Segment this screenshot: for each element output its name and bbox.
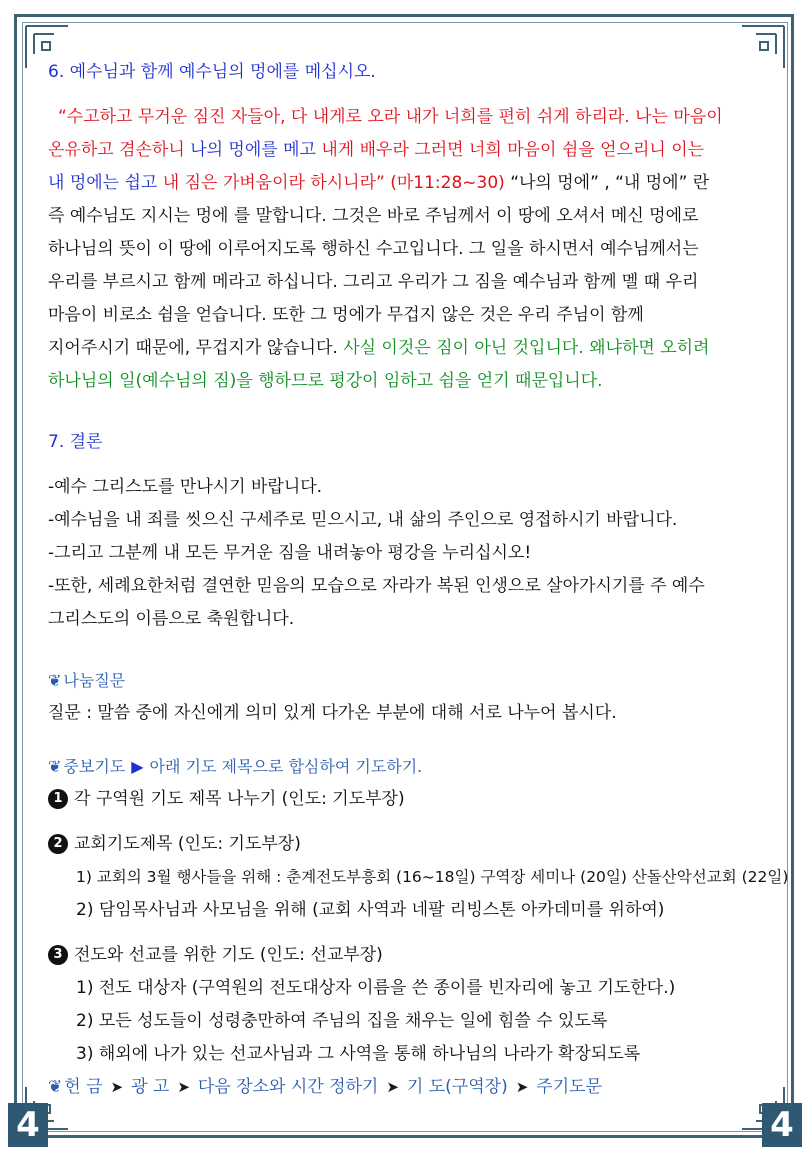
order-step: 헌 금 <box>64 1077 103 1097</box>
quote-fragment: 내게 배우라 그러면 너희 마음이 쉼을 얻으리니 이는 <box>321 140 705 160</box>
body-line: 하나님의 뜻이 이 땅에 이루어지도록 행하신 수고입니다. 그 일을 하시면서 예수님께서는 <box>48 239 699 259</box>
leaf-icon: ❦ <box>48 1077 63 1097</box>
section-6-heading: 6. 예수님과 함께 예수님의 멍에를 메십시오. <box>48 62 376 82</box>
body-fragment: “나의 멍에” , “내 멍에” 란 <box>510 173 710 193</box>
prayer-item <box>48 783 768 816</box>
prayer-subitem: 2) 담임목사님과 사모님을 위해 (교회 사역과 네팔 리빙스톤 아카데미를 위하여) <box>76 900 665 920</box>
sharing-title: 나눔질문 <box>63 671 126 690</box>
order-step: 광 고 <box>131 1077 170 1097</box>
prayer-item-text: 전도와 선교를 위한 기도 (인도: 선교부장) <box>74 945 383 965</box>
prayer-subitem: 2) 모든 성도들이 성령충만하여 주님의 집을 채우는 일에 힘쓸 수 있도록 <box>76 1011 608 1031</box>
order-step: 다음 장소와 시간 정하기 <box>197 1077 379 1097</box>
arrow-right-icon: ➤ <box>177 1078 190 1096</box>
meeting-order <box>48 1071 768 1104</box>
section-7-heading: 7. 결론 <box>48 432 103 452</box>
conclusion-line: -예수 그리스도를 만나시기 바랍니다. <box>48 477 323 497</box>
conclusion-line: -예수님을 내 죄를 씻으신 구세주로 믿으시고, 내 삶의 주인으로 영접하시기 바랍니다. <box>48 510 678 530</box>
prayer-item <box>48 828 768 861</box>
prayer-heading <box>48 750 768 783</box>
body-line: 마음이 비로소 쉼을 얻습니다. 또한 그 멍에가 무겁지 않은 것은 우리 주님이 함께 <box>48 305 644 325</box>
body-line: 하나님의 일(예수님의 짐)을 행하므로 평강이 임하고 쉼을 얻기 때문입니다. <box>48 371 603 391</box>
conclusion-line: -또한, 세례요한처럼 결연한 믿음의 모습으로 자라가 복된 인생으로 살아가시기를 주 예수 <box>48 576 705 596</box>
sharing-question: 질문 : 말씀 중에 자신에게 의미 있게 다가온 부분에 대해 서로 나누어 봅시다. <box>48 703 617 723</box>
prayer-title: 중보기도 <box>63 757 126 776</box>
sharing-heading <box>48 664 768 697</box>
conclusion-line: 그리스도의 이름으로 축원합니다. <box>48 609 295 629</box>
page-number: 4 <box>762 1103 802 1147</box>
quote-fragment: 나의 멍에를 메고 <box>190 140 322 160</box>
quote-line <box>48 167 768 200</box>
prayer-item-text: 각 구역원 기도 제목 나누기 (인도: 기도부장) <box>74 789 405 809</box>
quote-fragment: 내 멍에는 쉽고 <box>48 173 163 193</box>
prayer-item-text: 교회기도제목 (인도: 기도부장) <box>74 834 301 854</box>
leaf-icon: ❦ <box>48 671 62 690</box>
quote-line <box>48 134 768 167</box>
prayer-item <box>48 939 768 972</box>
prayer-subitem: 1) 전도 대상자 (구역원의 전도대상자 이름을 쓴 종이를 빈자리에 놓고 기도한다.) <box>76 978 676 998</box>
body-line: 즉 예수님도 지시는 멍에 를 말합니다. 그것은 바로 주님께서 이 땅에 오셔서 메신 멍에로 <box>48 206 699 226</box>
conclusion-line: -그리고 그분께 내 모든 무거운 짐을 내려놓아 평강을 누리십시오! <box>48 543 532 563</box>
prayer-subtitle: 아래 기도 제목으로 합심하여 기도하기. <box>149 757 423 776</box>
quote-fragment: 온유하고 겸손하니 <box>48 140 191 160</box>
number-bullet-icon: 1 <box>48 789 68 809</box>
quote-line: “수고하고 무거운 짐진 자들아, 다 내게로 오라 내가 너희를 편히 쉬게 하리라. 나는 마음이 <box>58 107 723 127</box>
document-body <box>48 56 789 1104</box>
quote-fragment: 내 짐은 가벼움이라 하시니라” (마11:28~30) <box>162 173 511 193</box>
order-step: 기 도(구역장) <box>406 1077 508 1097</box>
number-bullet-icon: 3 <box>48 945 68 965</box>
body-fragment: 지어주시기 때문에, 무겁지가 않습니다. <box>48 338 344 358</box>
prayer-subitem: 1) 교회의 3월 행사들을 위해 : 춘계전도부흥회 (16~18일) 구역장 세미나 (20일) 산돌산악선교회 (22일) <box>76 868 789 886</box>
number-bullet-icon: 2 <box>48 834 68 854</box>
arrow-right-icon: ➤ <box>515 1078 529 1096</box>
triangle-right-icon: ▶ <box>131 757 144 776</box>
leaf-icon: ❦ <box>48 757 62 776</box>
arrow-right-icon: ➤ <box>386 1078 399 1096</box>
page-number: 4 <box>8 1103 48 1147</box>
prayer-subitem: 3) 해외에 나가 있는 선교사님과 그 사역을 통해 하나님의 나라가 확장되도록 <box>76 1044 641 1064</box>
arrow-right-icon: ➤ <box>110 1078 124 1096</box>
emphasis-fragment: 사실 이것은 짐이 아닌 것입니다. 왜냐하면 오히려 <box>343 338 710 358</box>
body-line <box>48 332 768 365</box>
body-line: 우리를 부르시고 함께 메라고 하십니다. 그리고 우리가 그 짐을 예수님과 함께 멜 때 우리 <box>48 272 699 292</box>
order-step: 주기도문 <box>536 1077 602 1097</box>
